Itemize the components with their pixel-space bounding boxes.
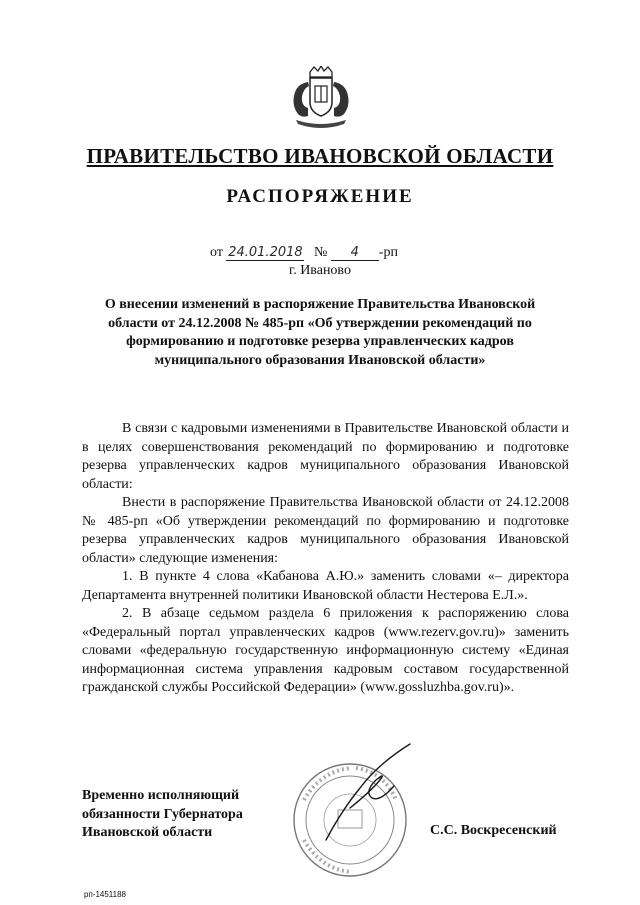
- position-line-2: обязанности Губернатора: [82, 806, 243, 822]
- government-title: ПРАВИТЕЛЬСТВО ИВАНОВСКОЙ ОБЛАСТИ: [86, 144, 554, 168]
- footer-code: рп-1451188: [84, 890, 126, 899]
- city: г. Иваново: [289, 263, 351, 278]
- signatory-position: [82, 787, 243, 843]
- paragraph-2: Внести в распоряжение Правительства Ивановской области от 24.12.2008 № 485-рп «Об утверждении рекомендаций по формированию и подготовке резерва управленческих кадров муниципального образования Ивановской области» следующие изменения:: [82, 495, 569, 566]
- ivanovo-coat-of-arms-icon: [288, 66, 354, 128]
- date-prefix: от: [210, 245, 223, 260]
- paragraph-3: 1. В пункте 4 слова «Кабанова А.Ю.» заменить словами «– директора Департамента внутренней политики Ивановской области Нестерова Е.Л.».: [82, 569, 569, 603]
- signatory-name: С.С. Воскресенский: [430, 823, 557, 838]
- handwritten-signature-icon: [320, 740, 430, 850]
- document-body: [82, 420, 569, 698]
- number-prefix: №: [313, 245, 328, 260]
- coat-of-arms-emblem: [288, 66, 354, 128]
- number-suffix: -рп: [378, 245, 398, 260]
- position-line-1: Временно исполняющий: [82, 788, 240, 803]
- paragraph-4: 2. В абзаце седьмом раздела 6 приложения к распоряжению слова «Федеральный портал управленческих кадров (www.rezerv.gov.ru)» заменить словами «федеральную государственную информационную систему «Единая информационная система управления кадровым составом государственной гражданской службы Российской Федерации» (www.gossluzhba.gov.ru)».: [82, 606, 569, 695]
- position-line-3: Ивановской области: [82, 825, 213, 840]
- official-stamp: [280, 740, 430, 885]
- paragraph-1: В связи с кадровыми изменениями в Правительстве Ивановской области и в целях совершенствования рекомендаций по формированию и подготовке резерва управленческих кадров муниципального образования Ивановской области:: [82, 421, 569, 492]
- document-heading: О внесении изменений в распоряжение Правительства Ивановской области от 24.12.2008 № 485-рп «Об утверждении рекомендаций по формированию и подготовке резерва управленческих кадров муниципального образования Ивановской области»: [104, 297, 536, 368]
- date-number-line: [210, 245, 398, 261]
- document-type: РАСПОРЯЖЕНИЕ: [226, 186, 414, 207]
- document-number: 4: [331, 246, 379, 261]
- document-date: 24.01.2018: [228, 245, 303, 260]
